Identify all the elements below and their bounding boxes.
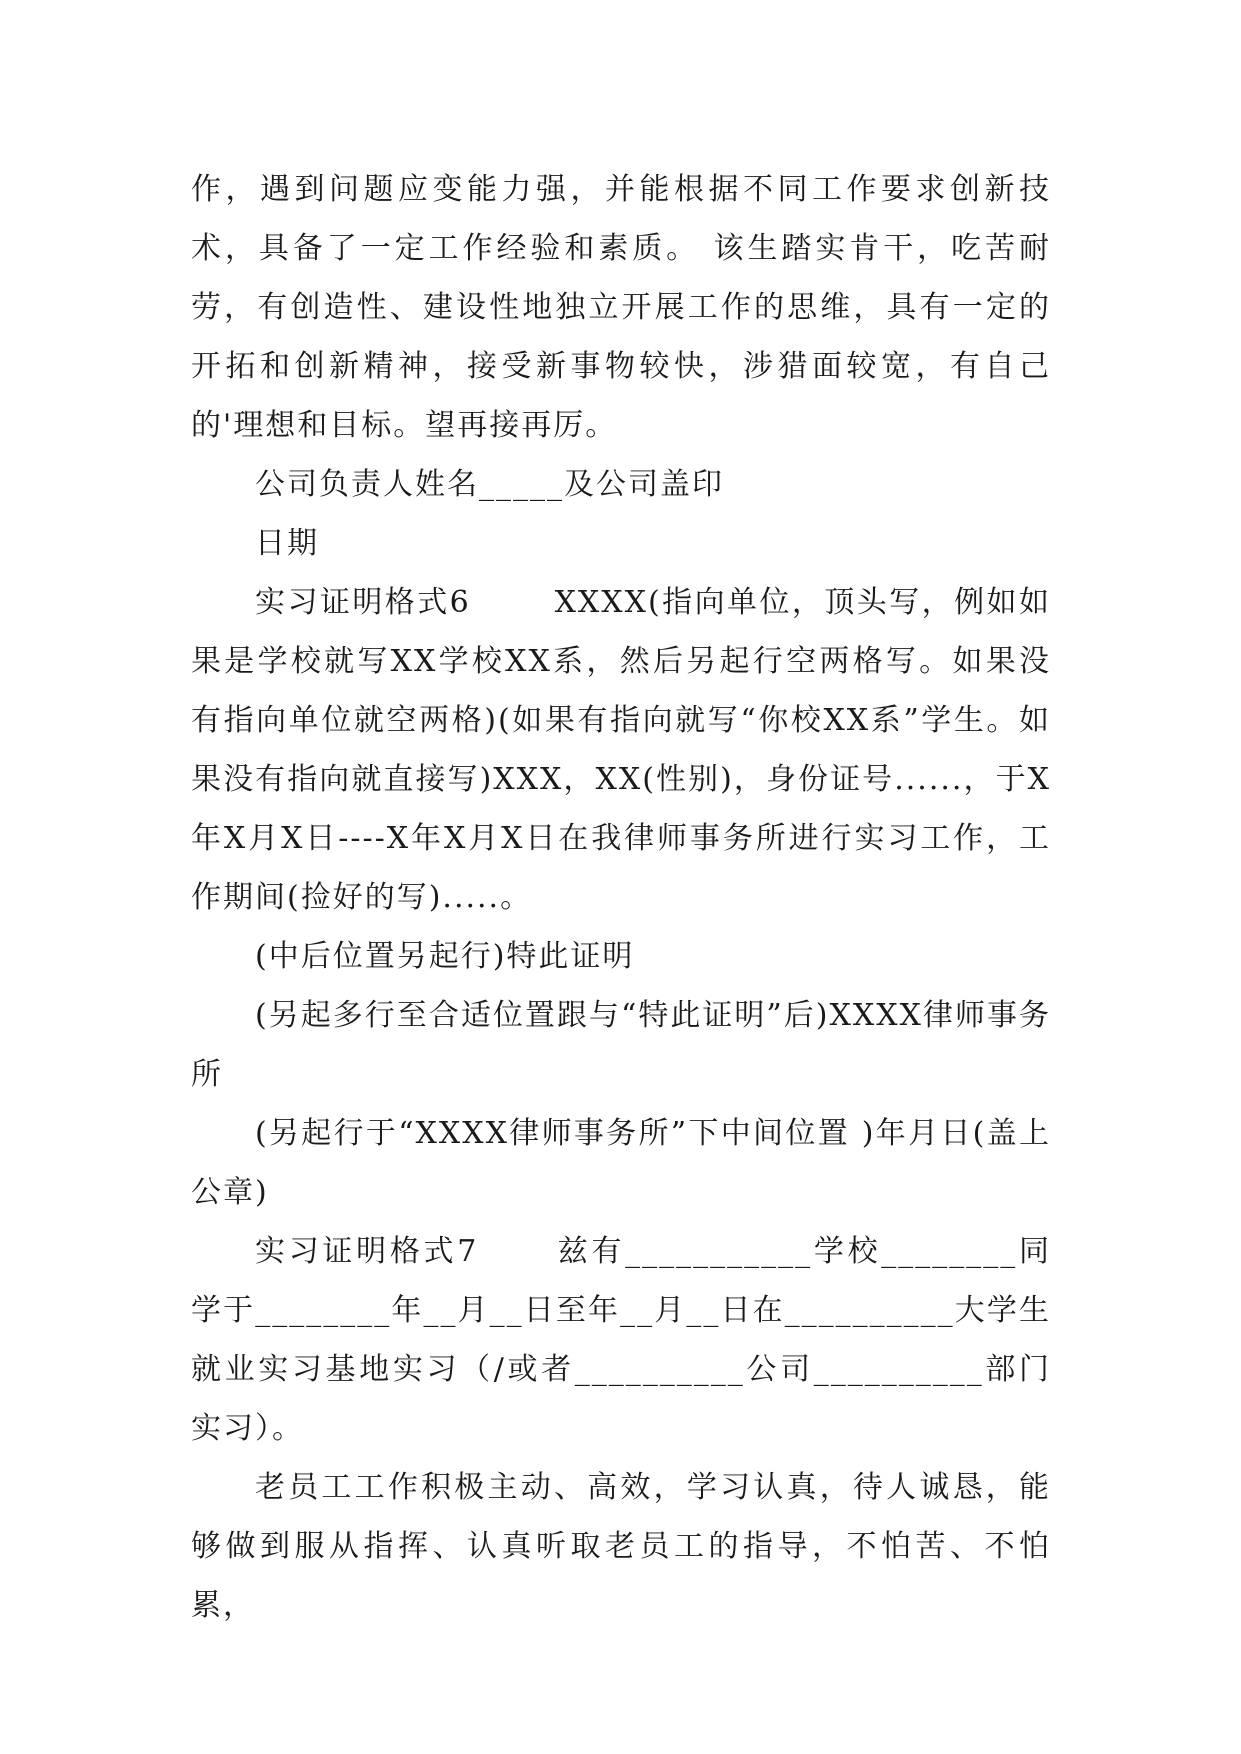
paragraph-performance: 老员工工作积极主动、高效，学习认真，待人诚恳，能够做到服从指挥、认真听取老员工的指导，不怕苦、不怕累， bbox=[191, 1470, 1051, 1623]
paragraph-format-7: 实习证明格式7 兹有___________学校________同学于________年__月__日至年__月__日在__________大学生就业实习基地实习（/或者__________公司__________部门实习）。 bbox=[191, 1234, 1051, 1446]
paragraph-company-signature: 公司负责人姓名_____及公司盖印 bbox=[255, 467, 724, 502]
paragraph-evaluation-continued: 作，遇到问题应变能力强，并能根据不同工作要求创新技术，具备了一定工作经验和素质。 该生踏实肯干，吃苦耐劳，有创造性、建设性地独立开展工作的思维，具有一定的开拓和创新精神，接受新事物较快，涉猎面较宽，有自己的'理想和目标。望再接再厉。 bbox=[191, 172, 1051, 443]
paragraph-law-firm: (另起多行至合适位置跟与“特此证明”后)XXXX律师事务所 bbox=[191, 998, 1051, 1092]
paragraph-date-seal: (另起行于“XXXX律师事务所”下中间位置 )年月日(盖上公章) bbox=[191, 1116, 1051, 1210]
paragraph-format-6: 实习证明格式6 XXXX(指向单位，顶头写，例如如果是学校就写XX学校XX系，然后另起行空两格写。如果没有指向单位就空两格)(如果有指向就写“你校XX系”学生。如果没有指向就直接写)XXX，XX(性别)，身份证号......，于X年X月X日----X年X月X日在我律师事务所进行实习工作，工作期间(捡好的写).....。 bbox=[191, 585, 1051, 915]
document-page bbox=[191, 160, 1051, 1635]
paragraph-certify: (中后位置另起行)特此证明 bbox=[255, 939, 635, 974]
paragraph-date: 日期 bbox=[255, 526, 319, 561]
